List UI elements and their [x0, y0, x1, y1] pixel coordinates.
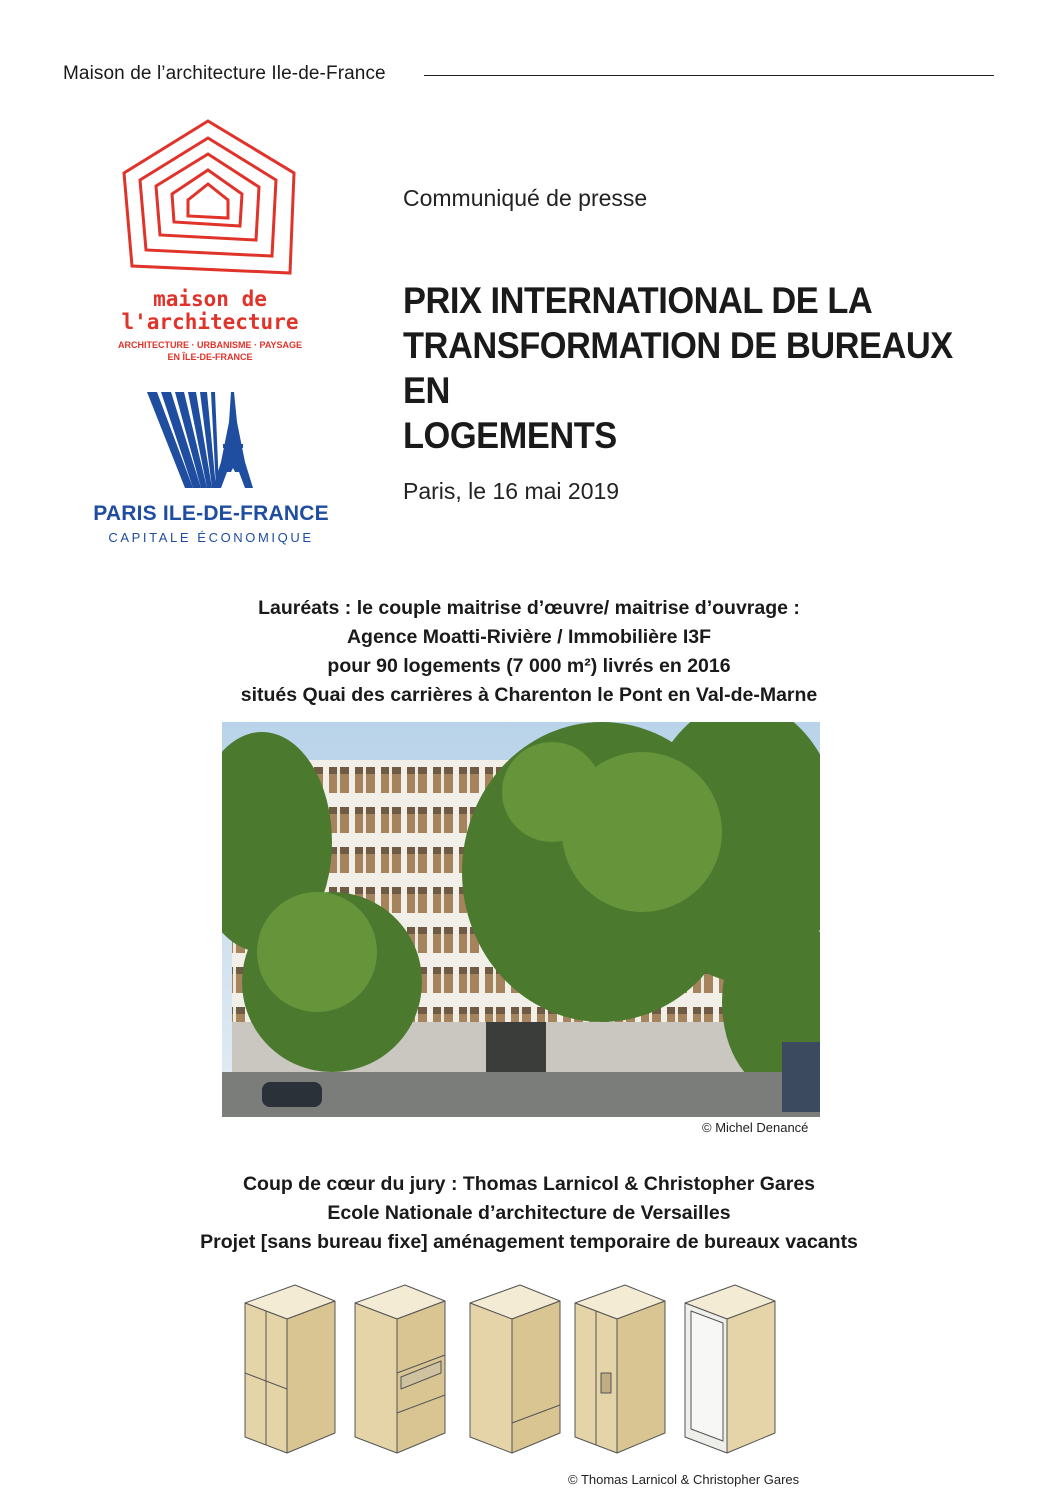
logo-mda-line1: maison de	[153, 287, 267, 311]
jury-block	[0, 1170, 1058, 1257]
logo-mda-tagline2: EN ÎLE-DE-FRANCE	[167, 352, 253, 362]
jury-line: Ecole Nationale d’architecture de Versailles	[327, 1202, 731, 1224]
eiffel-tower-icon	[145, 392, 275, 496]
cabinet-4	[575, 1285, 665, 1453]
cabinet-3	[470, 1285, 560, 1453]
cabinet-5	[685, 1285, 775, 1453]
jury-line: Projet [sans bureau fixe] aménagement temporaire de bureaux vacants	[200, 1231, 858, 1253]
title-line: TRANSFORMATION DE BUREAUX EN	[403, 325, 953, 411]
laureates-line: pour 90 logements (7 000 m²) livrés en 2016	[327, 655, 731, 677]
laureates-block	[0, 594, 1058, 710]
building-photo	[222, 722, 820, 1117]
laureates-line: Lauréats : le couple maitrise d’œuvre/ maitrise d’ouvrage :	[258, 597, 800, 619]
paris-idf-logo	[60, 392, 360, 552]
jury-line: Coup de cœur du jury : Thomas Larnicol & Christopher Gares	[242, 1173, 816, 1195]
logo-mda-tagline1: ARCHITECTURE · URBANISME · PAYSAGE	[117, 340, 302, 350]
logo-mda-line2: l'architecture	[121, 310, 299, 334]
photo-credit: © Michel Denancé	[702, 1120, 809, 1135]
title-line: PRIX INTERNATIONAL DE LA	[403, 280, 873, 321]
laureates-line: situés Quai des carrières à Charenton le Pont en Val-de-Marne	[240, 684, 818, 706]
press-kicker: Communiqué de presse	[403, 185, 648, 211]
header-organization: Maison de l’architecture Ile-de-France	[63, 63, 386, 84]
logo-pidf-subtitle: CAPITALE ÉCONOMIQUE	[108, 530, 314, 545]
page-title	[403, 278, 970, 458]
laureates-line: Agence Moatti-Rivière / Immobilière I3F	[346, 626, 712, 648]
cabinet-image-credit: © Thomas Larnicol & Christopher Gares	[568, 1472, 800, 1487]
cabinet-2	[355, 1285, 445, 1453]
dateline: Paris, le 16 mai 2019	[403, 478, 620, 504]
cabinet-illustrations	[235, 1273, 835, 1461]
header-rule	[424, 75, 994, 76]
cabinet-1	[245, 1285, 335, 1453]
title-line: LOGEMENTS	[403, 415, 617, 456]
logo-pidf-name: PARIS ILE-DE-FRANCE	[93, 502, 329, 525]
maison-architecture-logo	[112, 118, 308, 378]
house-spiral-icon	[112, 118, 308, 278]
